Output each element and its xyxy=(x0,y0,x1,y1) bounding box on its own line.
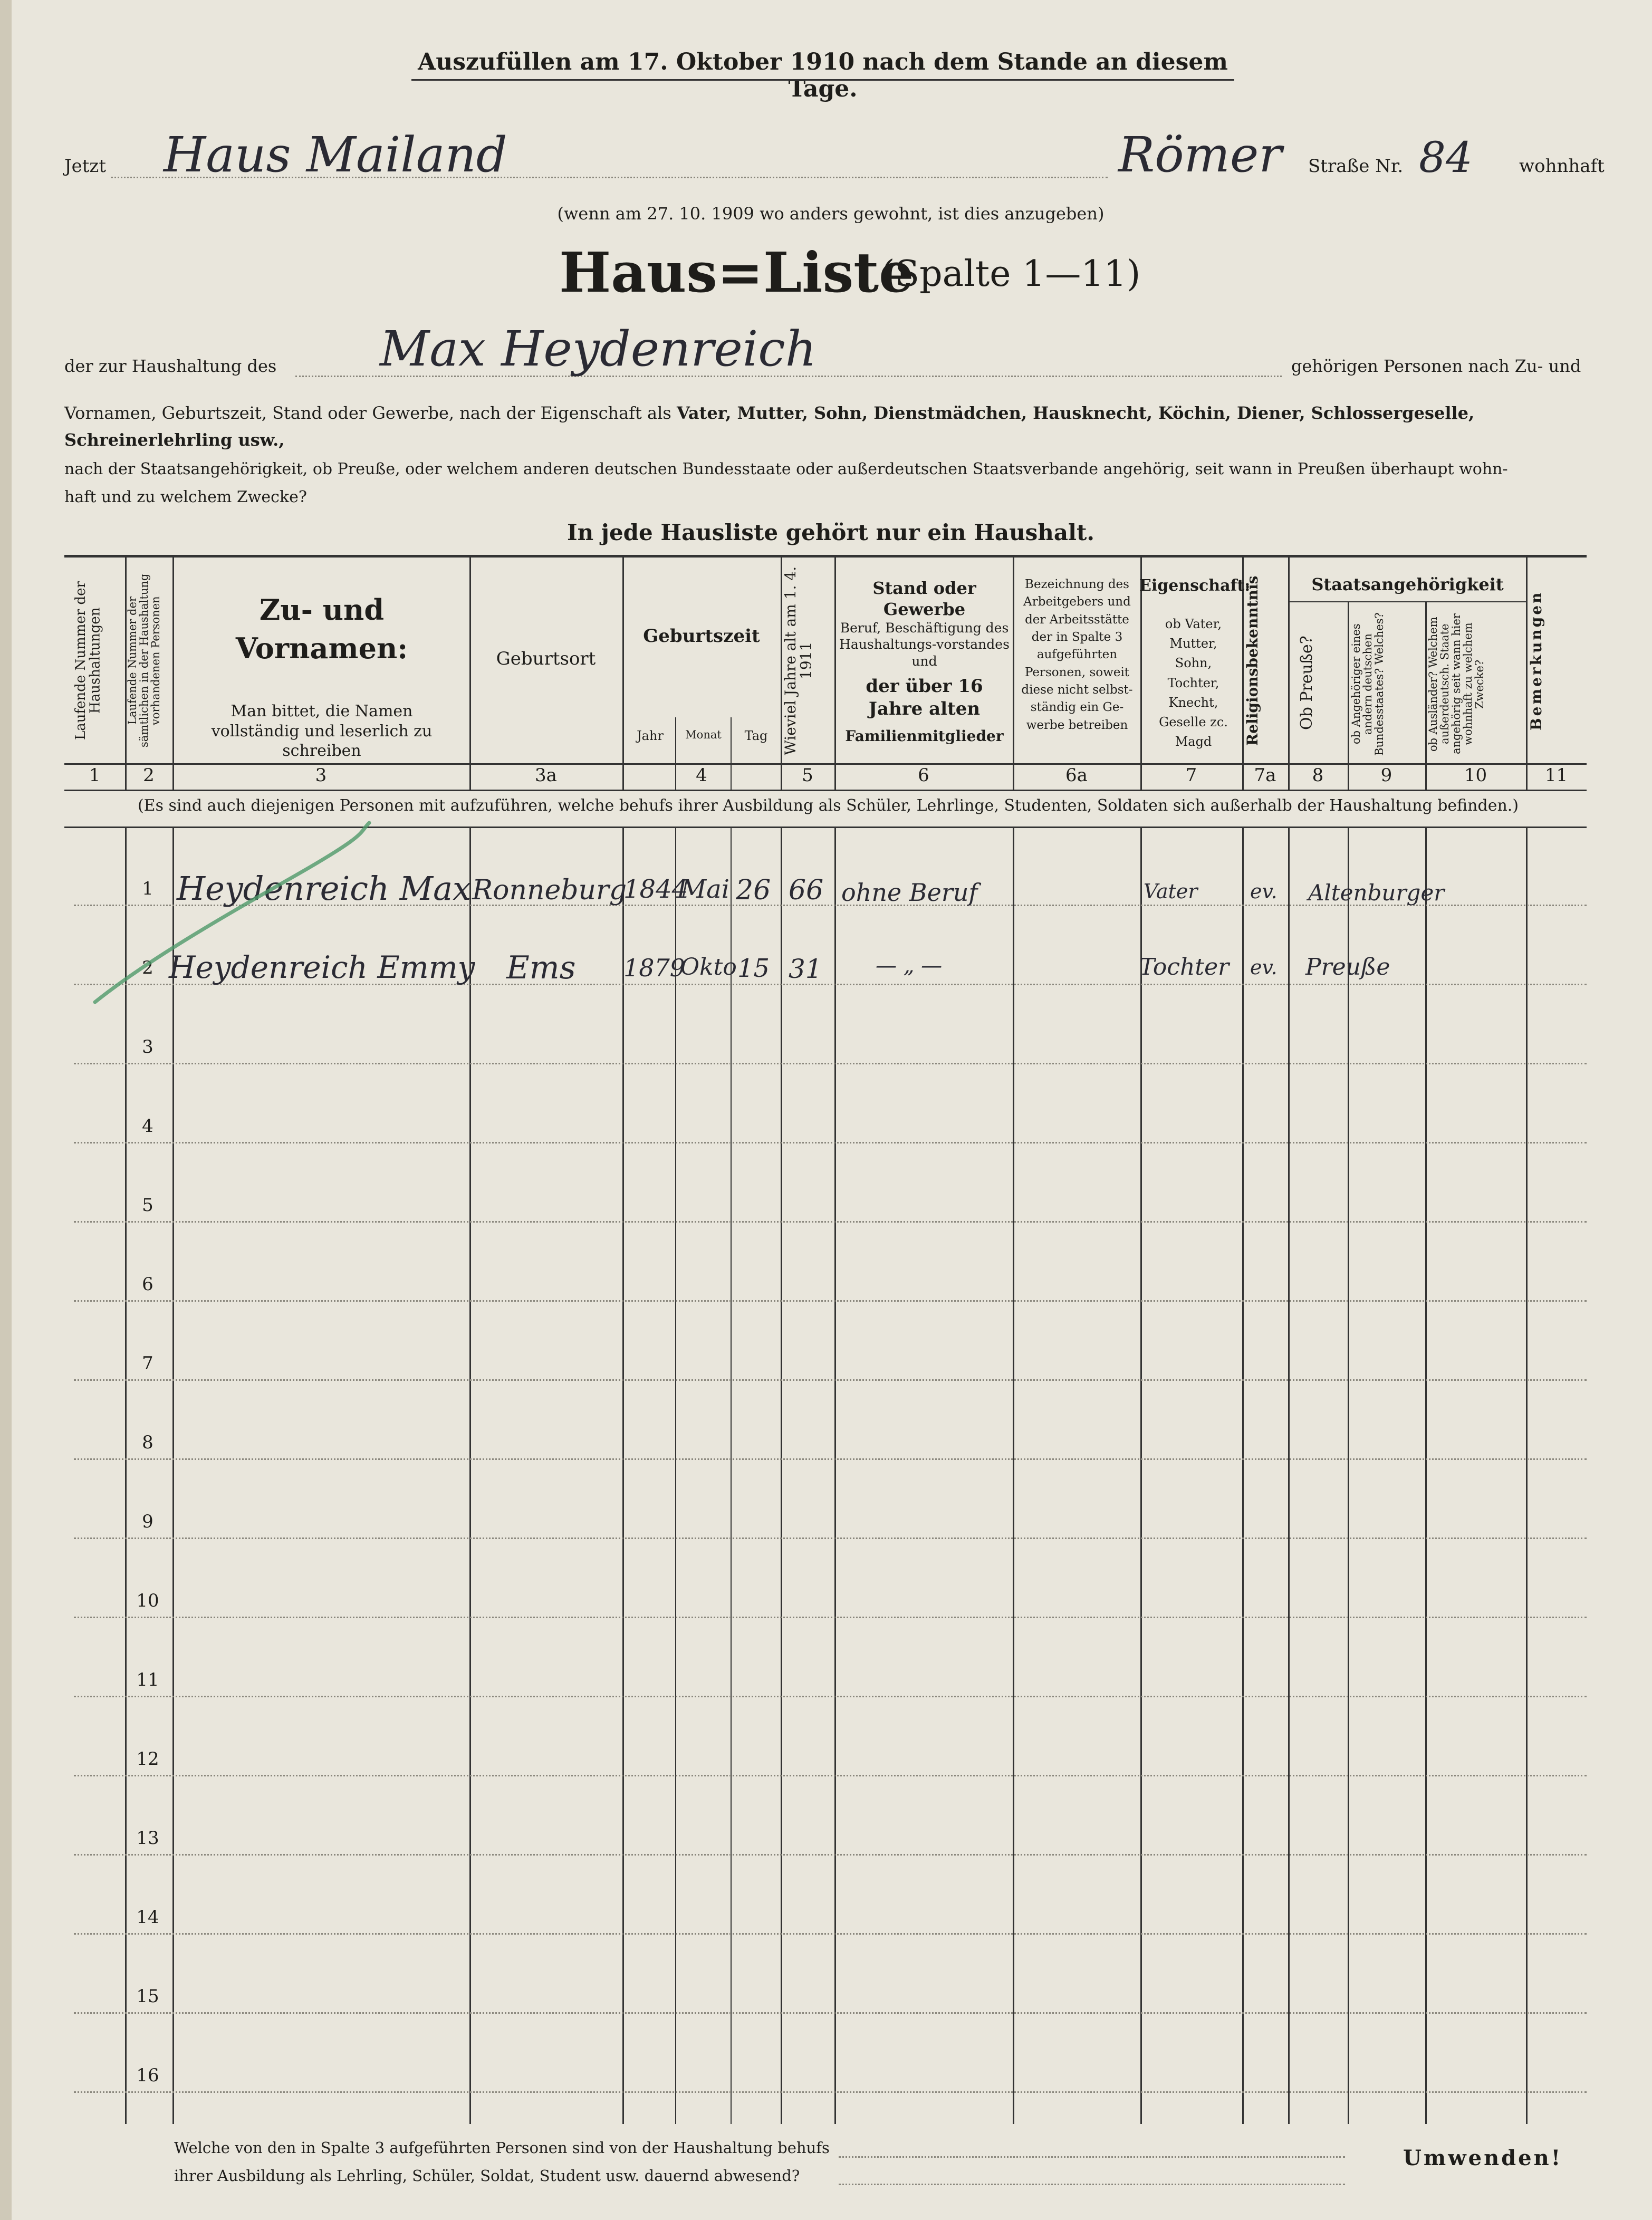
house-number: 84 xyxy=(1419,133,1473,182)
colnum-10: 10 xyxy=(1464,765,1487,786)
row-1-state: Altenburger xyxy=(1308,880,1445,906)
col-rule-3b xyxy=(469,827,471,2124)
col-rule-2 xyxy=(172,555,174,790)
col-header-4: Geburtszeit xyxy=(643,626,760,647)
col-header-staat: Staatsangehörigkeit xyxy=(1311,574,1504,594)
colnum-9: 9 xyxy=(1380,765,1392,786)
address-note: (wenn am 27. 10. 1909 wo anders gewohnt, ist dies anzugeben) xyxy=(557,204,1104,224)
row-number: 6 xyxy=(142,1274,153,1295)
colnum-4: 4 xyxy=(696,765,707,786)
row-number: 3 xyxy=(142,1036,153,1058)
row-separator xyxy=(74,1854,1587,1856)
colnum-bottom-rule xyxy=(64,790,1587,791)
colnum-6: 6 xyxy=(918,765,929,786)
row-1-age: 66 xyxy=(789,874,824,906)
footer-dotted-line-1 xyxy=(839,2156,1345,2158)
row-number: 1 xyxy=(142,878,153,899)
col-header-7-note: ob Vater, Mutter, Sohn, Tochter, Knecht, Geselle zc. Magd xyxy=(1159,617,1228,749)
row-number: 16 xyxy=(136,2065,159,2086)
row-number: 9 xyxy=(142,1511,153,1532)
household-suffix: gehörigen Personen nach Zu- und xyxy=(1291,356,1581,376)
col-rule-10b xyxy=(1526,827,1528,2124)
page-spine xyxy=(0,0,12,2220)
row-1-day: 26 xyxy=(736,874,771,906)
col-header-6-end: Familienmitglieder xyxy=(845,727,1004,745)
row-number: 14 xyxy=(136,1907,159,1928)
col-header-7-title: Eigenschaft: xyxy=(1139,576,1251,595)
page-subtitle: (Spalte 1—11) xyxy=(881,253,1141,295)
row-1-occupation: ohne Beruf xyxy=(841,878,978,907)
row-1-name: Heydenreich Max xyxy=(177,869,472,908)
row-1-religion: ev. xyxy=(1250,880,1278,903)
row-number: 13 xyxy=(136,1828,159,1849)
household-prefix: der zur Haushaltung des xyxy=(64,356,277,376)
col-header-6a: Bezeichnung des Arbeitgebers und der Arbeitsstätte der in Spalte 3 aufgeführten Personen, soweit diese nicht selbst-ständig ein Ge-werbe betreiben xyxy=(1021,578,1133,732)
row-number: 11 xyxy=(136,1669,159,1690)
colnum-8: 8 xyxy=(1312,765,1324,786)
row-separator xyxy=(74,1142,1587,1143)
row-2-role: Tochter xyxy=(1139,954,1230,981)
col-rule-2b xyxy=(172,827,174,2124)
colnum-11: 11 xyxy=(1544,765,1568,786)
colnum-7: 7 xyxy=(1185,765,1197,786)
col-header-3-note: Man bittet, die Namen vollständig und leserlich zu schreiben xyxy=(211,702,433,760)
col-rule-5 xyxy=(834,555,836,790)
colnum-5: 5 xyxy=(802,765,813,786)
col-rule-4c xyxy=(781,827,782,2124)
address-suffix: wohnhaft xyxy=(1519,156,1605,177)
col-rule-1b xyxy=(125,827,127,2124)
row-2-day: 15 xyxy=(737,954,770,983)
row-1-year: 1844 xyxy=(623,874,688,904)
colnum-7a: 7a xyxy=(1254,765,1276,786)
row-separator xyxy=(74,1775,1587,1776)
col-header-6-note: Beruf, Beschäftigung des Haushaltungs-vorstandes und xyxy=(839,620,1010,669)
street-name: Römer xyxy=(1118,127,1282,183)
row-1-month: Mai xyxy=(680,874,730,904)
one-household-note: In jede Hausliste gehört nur ein Haushalt. xyxy=(566,520,1095,545)
col-header-6-bold: der über 16 Jahre alten xyxy=(866,676,983,719)
table-top-border xyxy=(64,555,1587,558)
household-head: Max Heydenreich xyxy=(380,321,817,377)
row-separator xyxy=(74,2012,1587,2014)
row-number: 10 xyxy=(136,1590,159,1611)
row-2-month: Okto xyxy=(680,954,737,981)
colnum-6a: 6a xyxy=(1065,765,1088,786)
col-rule-3a xyxy=(622,555,624,790)
row-separator xyxy=(74,1933,1587,1935)
colnum-1: 1 xyxy=(89,765,101,786)
turn-over-label: Umwenden! xyxy=(1403,2146,1563,2170)
row-separator xyxy=(74,1300,1587,1302)
colnum-3a: 3a xyxy=(535,765,557,786)
col-header-4-month: Monat xyxy=(685,728,722,741)
green-pencil-stroke xyxy=(84,812,380,1013)
row-separator xyxy=(74,1537,1587,1539)
col-header-9: ob Angehöriger eines andern deutschen Bundesstaates? Welches? xyxy=(1350,612,1386,756)
col-rule-7b xyxy=(1242,827,1244,2124)
row-2-age: 31 xyxy=(789,954,822,984)
col-header-6-title: Stand oder Gewerbe xyxy=(872,578,976,619)
col-rule-9b xyxy=(1425,827,1427,2124)
row-2-year: 1879 xyxy=(623,954,686,982)
col-header-2: Laufende Nummer der sämtlichen in der Haushaltung vorhandenen Personen xyxy=(126,573,162,748)
col-rule-6 xyxy=(1013,555,1014,790)
col-rule-4ab xyxy=(675,827,676,2124)
footer-dotted-line-2 xyxy=(839,2184,1345,2185)
col-rule-3ab xyxy=(622,827,624,2124)
instruction-line-3: Schreinerlehrling usw., xyxy=(64,430,285,450)
col-header-4-year: Jahr xyxy=(637,728,664,743)
col-header-11: Bemerkungen xyxy=(1528,590,1545,731)
row-separator xyxy=(74,1063,1587,1064)
row-separator xyxy=(74,1458,1587,1460)
footer-question-2: ihrer Ausbildung als Lehrling, Schüler, Soldat, Student usw. dauernd abwesend? xyxy=(174,2167,800,2185)
page-title: Haus=Liste xyxy=(559,240,914,305)
colnum-3: 3 xyxy=(315,765,327,786)
row-1-role: Vater xyxy=(1144,880,1198,903)
row-2-religion: ev. xyxy=(1250,956,1278,979)
row-number: 5 xyxy=(142,1195,153,1216)
col-rule-4bb xyxy=(731,827,732,2124)
row-number: 7 xyxy=(142,1353,153,1374)
instruction-line-2a: Vornamen, Geburtszeit, Stand oder Gewerbe, nach der Eigenschaft als xyxy=(64,403,671,423)
row-2-occupation: — „ — xyxy=(876,954,943,978)
row-number: 8 xyxy=(142,1432,153,1453)
col-header-10: ob Ausländer? Welchem außerdeutsch. Staate angehörig seit wann hier wohnhaft zu welchem Zwecke? xyxy=(1427,613,1486,755)
col-rule-6ab xyxy=(1140,827,1142,2124)
staat-sub-rule xyxy=(1288,601,1526,602)
row-separator xyxy=(74,1617,1587,1618)
col-header-8: Ob Preuße? xyxy=(1298,636,1316,731)
col-rule-8 xyxy=(1348,601,1349,790)
instruction-line-4: nach der Staatsangehörigkeit, ob Preuße, oder welchem anderen deutschen Bundesstaate oder außerdeutschen Staatsverbande angehörig, seit wann in Preußen überhaupt wohn- xyxy=(64,460,1508,478)
col-rule-5b xyxy=(834,827,836,2124)
col-header-3a: Geburtsort xyxy=(496,648,596,669)
instruction-line-2 xyxy=(64,403,1474,423)
instruction-line-2b: Vater, Mutter, Sohn, Dienstmädchen, Hausknecht, Köchin, Diener, Schlossergeselle, xyxy=(676,403,1475,423)
col-header-7a: Religionsbekenntnis xyxy=(1244,575,1261,746)
col-header-1: Laufende Nummer der Haushaltungen xyxy=(73,581,103,740)
address-prefix: Jetzt xyxy=(64,156,106,177)
col-header-3-title: Zu- und Vornamen: xyxy=(235,593,408,665)
row-2-name: Heydenreich Emmy xyxy=(169,949,475,985)
colnum-2: 2 xyxy=(143,765,155,786)
row-number: 2 xyxy=(142,957,153,978)
row-separator xyxy=(74,2091,1587,2093)
street-label: Straße Nr. xyxy=(1308,156,1404,177)
row-1-birthplace: Ronneburg xyxy=(472,874,627,906)
row-2-birthplace: Ems xyxy=(506,949,576,986)
row-2-state: Preuße xyxy=(1305,954,1390,981)
top-notice: Auszufüllen am 17. Oktober 1910 nach dem Stande an diesem Tage. xyxy=(418,49,1228,102)
inline-note: (Es sind auch diejenigen Personen mit aufzuführen, welche behufs ihrer Ausbildung als Schüler, Lehrlinge, Studenten, Soldaten sich außerhalb der Haushaltung befinden.) xyxy=(137,796,1519,815)
col-rule-7ab xyxy=(1288,827,1290,2124)
col-header-4-day: Tag xyxy=(744,728,768,743)
row-separator xyxy=(74,1221,1587,1223)
instruction-line-5: haft und zu welchem Zwecke? xyxy=(64,488,307,506)
col-rule-8b xyxy=(1348,827,1349,2124)
col-rule-6b xyxy=(1013,827,1014,2124)
house-name: Haus Mailand xyxy=(164,127,507,183)
notice-underline xyxy=(411,79,1234,81)
row-number: 12 xyxy=(136,1748,159,1770)
row-separator xyxy=(74,1696,1587,1697)
col-header-5: Wieviel Jahre alt am 1. 4. 1911 xyxy=(782,566,815,755)
row-separator xyxy=(74,1379,1587,1381)
footer-question-1: Welche von den in Spalte 3 aufgeführten Personen sind von der Haushaltung behufs xyxy=(174,2139,830,2157)
col-rule-3 xyxy=(469,555,471,790)
col-rule-7a xyxy=(1288,555,1290,790)
row-number: 4 xyxy=(142,1116,153,1137)
row-number: 15 xyxy=(136,1986,159,2007)
